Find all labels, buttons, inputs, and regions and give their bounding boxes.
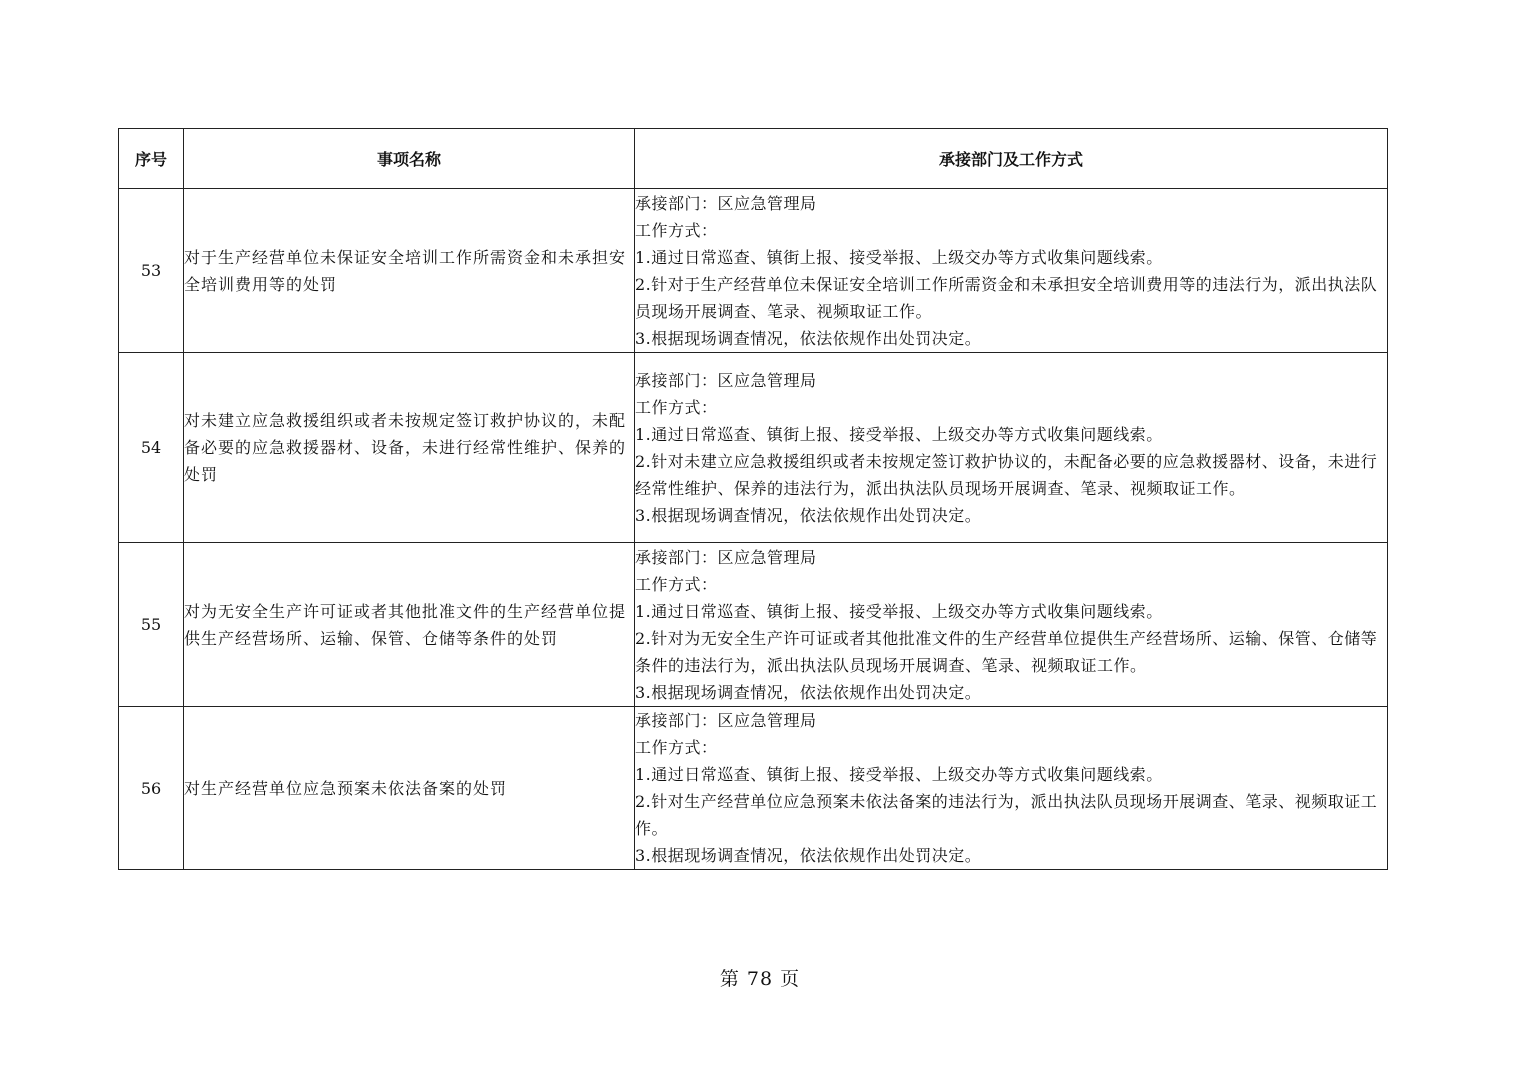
- row-matter-name: 对于生产经营单位未保证安全培训工作所需资金和未承担安全培训费用等的处罚: [184, 189, 635, 353]
- table-row: [119, 543, 1388, 707]
- row-department-method: [635, 353, 1388, 543]
- row-matter-name: 对未建立应急救援组织或者未按规定签订救护协议的，未配备必要的应急救援器材、设备，未进行经常性维护、保养的处罚: [184, 353, 635, 543]
- method-step-3: 3.根据现场调查情况，依法依规作出处罚决定。: [635, 328, 982, 348]
- row-matter-name: 对为无安全生产许可证或者其他批准文件的生产经营单位提供生产经营场所、运输、保管、仓储等条件的处罚: [184, 543, 635, 707]
- method-step-2: 2.针对生产经营单位应急预案未依法备案的违法行为，派出执法队员现场开展调查、笔录、视频取证工作。: [635, 792, 1378, 838]
- row-serial-no: 53: [119, 189, 184, 353]
- header-serial-no: 序号: [119, 129, 184, 189]
- department-line: 承接部门：区应急管理局: [635, 370, 817, 390]
- method-label-line: 工作方式：: [635, 738, 718, 757]
- method-label-line: 工作方式：: [635, 220, 718, 240]
- method-step-2: 2.针对于生产经营单位未保证安全培训工作所需资金和未承担安全培训费用等的违法行为，派出执法队员现场开展调查、笔录、视频取证工作。: [635, 274, 1378, 321]
- method-step-1: 1.通过日常巡查、镇街上报、接受举报、上级交办等方式收集问题线索。: [635, 601, 1163, 621]
- matters-table: [118, 128, 1388, 870]
- department-line: 承接部门：区应急管理局: [635, 193, 817, 213]
- table-header-row: [119, 129, 1388, 189]
- method-step-1: 1.通过日常巡查、镇街上报、接受举报、上级交办等方式收集问题线索。: [635, 765, 1163, 784]
- row-department-method: [635, 189, 1388, 353]
- table-row: [119, 353, 1388, 543]
- page-number: 第 78 页: [719, 968, 801, 990]
- method-step-1: 1.通过日常巡查、镇街上报、接受举报、上级交办等方式收集问题线索。: [635, 424, 1163, 444]
- row-serial-no: 54: [119, 353, 184, 543]
- header-department-method: 承接部门及工作方式: [635, 129, 1388, 189]
- department-line: 承接部门：区应急管理局: [635, 547, 817, 567]
- header-matter-name: 事项名称: [184, 129, 635, 189]
- row-serial-no: 55: [119, 543, 184, 707]
- method-step-2: 2.针对为无安全生产许可证或者其他批准文件的生产经营单位提供生产经营场所、运输、保管、仓储等条件的违法行为，派出执法队员现场开展调查、笔录、视频取证工作。: [635, 628, 1378, 675]
- method-label-line: 工作方式：: [635, 574, 718, 594]
- department-line: 承接部门：区应急管理局: [635, 711, 817, 730]
- method-step-2: 2.针对未建立应急救援组织或者未按规定签订救护协议的，未配备必要的应急救援器材、设备，未进行经常性维护、保养的违法行为，派出执法队员现场开展调查、笔录、视频取证工作。: [635, 451, 1378, 498]
- row-department-method: [635, 543, 1388, 707]
- row-matter-name: 对生产经营单位应急预案未依法备案的处罚: [184, 707, 635, 870]
- method-label-line: 工作方式：: [635, 397, 718, 417]
- row-department-method: [635, 707, 1388, 870]
- method-step-3: 3.根据现场调查情况，依法依规作出处罚决定。: [635, 682, 982, 702]
- method-step-3: 3.根据现场调查情况，依法依规作出处罚决定。: [635, 505, 982, 525]
- method-step-1: 1.通过日常巡查、镇街上报、接受举报、上级交办等方式收集问题线索。: [635, 247, 1163, 267]
- method-step-3: 3.根据现场调查情况，依法依规作出处罚决定。: [635, 846, 982, 865]
- row-serial-no: 56: [119, 707, 184, 870]
- table-row: [119, 189, 1388, 353]
- table-row: [119, 707, 1388, 870]
